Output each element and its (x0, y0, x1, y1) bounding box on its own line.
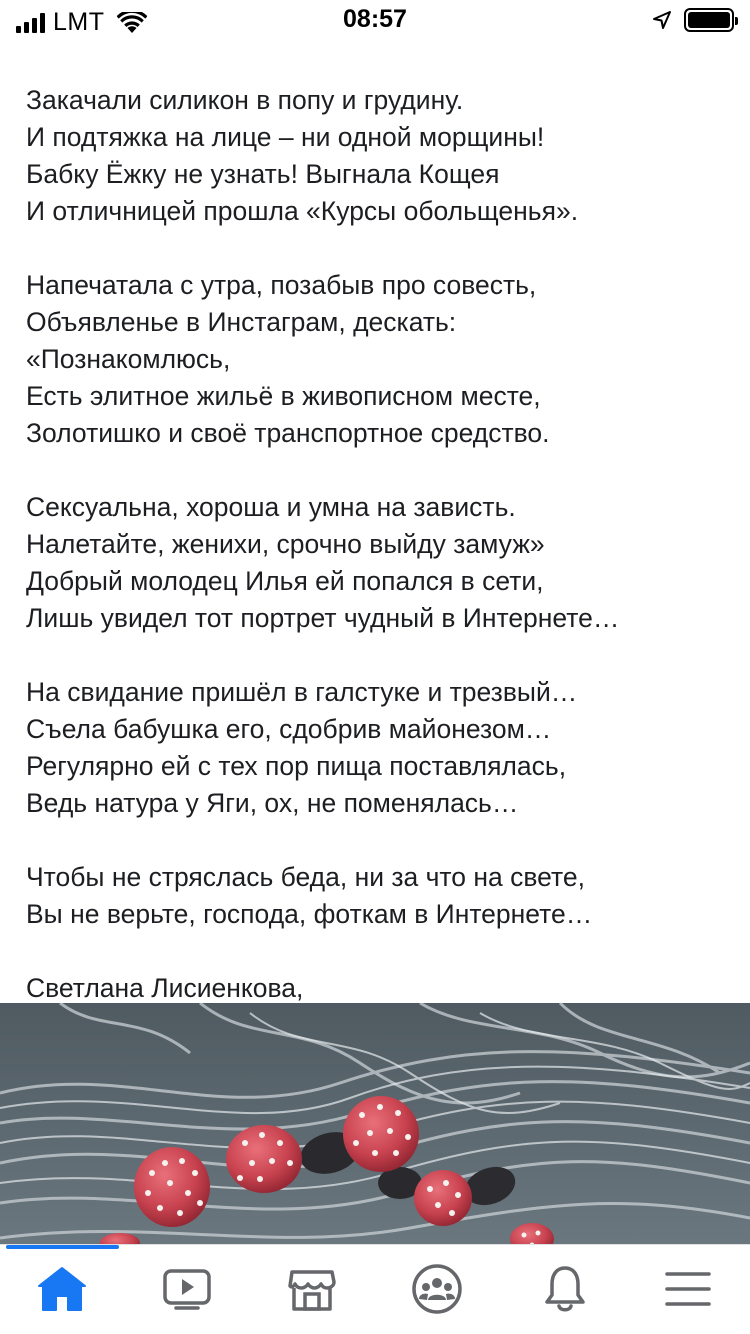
tab-watch[interactable] (157, 1263, 217, 1315)
stanza (26, 859, 736, 933)
status-bar (0, 0, 750, 40)
groups-icon (411, 1263, 463, 1315)
poem-line: Ведь натура у Яги, ох, не поменялась… (26, 788, 519, 818)
poem-line: Вы не верьте, господа, фоткам в Интернете… (26, 899, 593, 929)
stanza (26, 674, 736, 822)
poem-line: Съела бабушка его, сдобрив майонезом… (26, 714, 552, 744)
poem-line: Лишь увидел тот портрет чудный в Интернете… (26, 603, 620, 633)
fly-agaric-beads-image (0, 1003, 750, 1250)
poem-line: И подтяжка на лице – ни одной морщины! (26, 122, 545, 152)
location-arrow-icon (652, 10, 672, 30)
cropped-text-line (26, 40, 726, 50)
tab-groups[interactable] (407, 1263, 467, 1315)
poem-line: Налетайте, женихи, срочно выйду замуж» (26, 529, 545, 559)
poem-line: На свидание пришёл в галстуке и трезвый… (26, 677, 578, 707)
poem-line: Закачали силикон в попу и грудину. (26, 85, 464, 115)
post-author-signature: Светлана Лисиенкова, (26, 973, 304, 1003)
post-text (26, 82, 736, 1007)
carrier-name: LMT (53, 8, 105, 36)
poem-line: Бабку Ёжку не узнать! Выгнала Кощея (26, 159, 500, 189)
stanza (26, 267, 736, 452)
active-tab-indicator (6, 1245, 119, 1249)
marketplace-icon (287, 1266, 337, 1312)
poem-line: Чтобы не стряслась беда, ни за что на свете, (26, 862, 585, 892)
poem-line: Есть элитное жильё в живописном месте, (26, 381, 541, 411)
tab-notifications[interactable] (535, 1263, 595, 1315)
poem-line: Добрый молодец Илья ей попался в сети, (26, 566, 544, 596)
poem-line: Напечатала с утра, позабыв про совесть, (26, 270, 537, 300)
stanza (26, 489, 736, 637)
status-right (652, 8, 734, 32)
home-icon (37, 1266, 87, 1312)
bell-icon (542, 1264, 588, 1314)
poem-line: Регулярно ей с тех пор пища поставлялась, (26, 751, 567, 781)
bottom-tab-bar (0, 1244, 750, 1334)
tab-menu[interactable] (658, 1263, 718, 1315)
menu-icon (664, 1269, 712, 1309)
stanza (26, 82, 736, 230)
tab-home[interactable] (32, 1263, 92, 1315)
post-photo[interactable] (0, 1003, 750, 1250)
tab-marketplace[interactable] (282, 1263, 342, 1315)
battery-icon (684, 8, 734, 32)
poem-line: Сексуальна, хороша и умна на зависть. (26, 492, 516, 522)
clock: 08:57 (343, 5, 407, 33)
poem-line: «Познакомлюсь, (26, 344, 231, 374)
poem-line: И отличницей прошла «Курсы обольщенья». (26, 196, 579, 226)
video-icon (162, 1267, 212, 1311)
poem-line: Объявленье в Инстаграм, дескать: (26, 307, 457, 337)
poem-line: Золотишко и своё транспортное средство. (26, 418, 550, 448)
